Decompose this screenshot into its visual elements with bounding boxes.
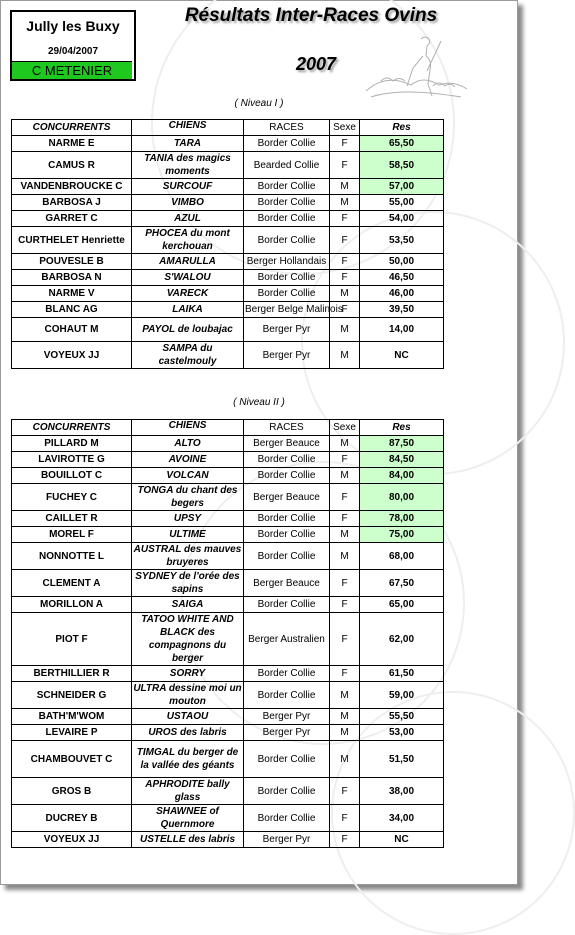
cell-sex: F (330, 152, 360, 179)
cell-competitor: CAILLET R (12, 511, 132, 527)
table-row (12, 227, 444, 254)
cell-result: 34,00 (360, 805, 444, 832)
cell-sex: M (330, 468, 360, 484)
cell-result: 65,50 (360, 136, 444, 152)
cell-sex: M (330, 709, 360, 725)
cell-result: 84,50 (360, 452, 444, 468)
cell-result: 87,50 (360, 436, 444, 452)
cell-dog: SYDNEY de l'orée des sapins (132, 570, 244, 597)
cell-result: 38,00 (360, 778, 444, 805)
cell-result: 55,50 (360, 709, 444, 725)
table-row (12, 527, 444, 543)
page-title: Résultats Inter-Races Ovins (184, 5, 438, 26)
cell-result: 46,50 (360, 270, 444, 286)
table-row (12, 778, 444, 805)
cell-breed: Berger Pyr (244, 342, 330, 369)
cell-result: 14,00 (360, 318, 444, 342)
cell-competitor: VOYEUX JJ (12, 342, 132, 369)
cell-dog: SHAWNEE of Quernmore (132, 805, 244, 832)
cell-dog: S'WALOU (132, 270, 244, 286)
cell-sex: M (330, 286, 360, 302)
cell-sex: M (330, 527, 360, 543)
cell-result: 67,50 (360, 570, 444, 597)
cell-breed: Border Collie (244, 468, 330, 484)
cell-competitor: LAVIROTTE G (12, 452, 132, 468)
cell-sex: M (330, 318, 360, 342)
table-row (12, 195, 444, 211)
table-row (12, 666, 444, 682)
table-row (12, 741, 444, 778)
cell-result: 68,00 (360, 543, 444, 570)
cell-sex: F (330, 302, 360, 318)
cell-breed: Border Collie (244, 136, 330, 152)
cell-result: 51,50 (360, 741, 444, 778)
table-row (12, 452, 444, 468)
cell-competitor: BERTHILLIER R (12, 666, 132, 682)
table-row (12, 318, 444, 342)
cell-breed: Border Collie (244, 682, 330, 709)
cell-result: 55,00 (360, 195, 444, 211)
cell-sex: F (330, 597, 360, 613)
col-header-sex: Sexe (330, 120, 360, 136)
col-header-result: Res (360, 120, 444, 136)
cell-breed: Berger Pyr (244, 318, 330, 342)
cell-result: 58,50 (360, 152, 444, 179)
table-row (12, 709, 444, 725)
cell-sex: F (330, 832, 360, 848)
cell-competitor: PILLARD M (12, 436, 132, 452)
cell-dog: USTELLE des labris (132, 832, 244, 848)
cell-breed: Berger Pyr (244, 709, 330, 725)
cell-competitor: CHAMBOUVET C (12, 741, 132, 778)
cell-dog: APHRODITE bally glass (132, 778, 244, 805)
cell-breed: Border Collie (244, 452, 330, 468)
cell-sex: F (330, 136, 360, 152)
table-row (12, 725, 444, 741)
cell-competitor: BARBOSA N (12, 270, 132, 286)
cell-sex: F (330, 452, 360, 468)
cell-breed: Berger Belge Malinois (244, 302, 330, 318)
cell-result: NC (360, 342, 444, 369)
cell-dog: AMARULLA (132, 254, 244, 270)
cell-breed: Border Collie (244, 511, 330, 527)
cell-competitor: GARRET C (12, 211, 132, 227)
cell-breed: Berger Beauce (244, 484, 330, 511)
level-2-label: ( Niveau II ) (233, 397, 285, 408)
cell-dog: UPSY (132, 511, 244, 527)
table-row (12, 270, 444, 286)
cell-sex: M (330, 195, 360, 211)
table-header-row (12, 420, 444, 436)
event-title: Jully les Buxy (26, 18, 120, 34)
cell-result: 78,00 (360, 511, 444, 527)
cell-competitor: BARBOSA J (12, 195, 132, 211)
cell-result: 80,00 (360, 484, 444, 511)
cell-sex: F (330, 666, 360, 682)
cell-dog: TIMGAL du berger de la vallée des géants (132, 741, 244, 778)
cell-sex: M (330, 179, 360, 195)
cell-sex: M (330, 682, 360, 709)
cell-breed: Border Collie (244, 195, 330, 211)
cell-breed: Berger Pyr (244, 832, 330, 848)
cell-result: 57,00 (360, 179, 444, 195)
cell-sex: M (330, 725, 360, 741)
cell-competitor: NARME E (12, 136, 132, 152)
table-header-row (12, 120, 444, 136)
cell-sex: F (330, 805, 360, 832)
table-row (12, 342, 444, 369)
cell-competitor: BATH'M'WOM (12, 709, 132, 725)
cell-result: 61,50 (360, 666, 444, 682)
col-header-dog: CHIENS (132, 420, 244, 436)
cell-breed: Berger Pyr (244, 725, 330, 741)
cell-sex: M (330, 436, 360, 452)
event-date: 29/04/2007 (47, 46, 99, 57)
cell-result: 75,00 (360, 527, 444, 543)
cell-dog: PHOCEA du mont kerchouan (132, 227, 244, 254)
cell-dog: VIMBO (132, 195, 244, 211)
cell-dog: TANIA des magics moments (132, 152, 244, 179)
cell-breed: Border Collie (244, 666, 330, 682)
cell-dog: AZUL (132, 211, 244, 227)
level-1-label: ( Niveau I ) (234, 98, 284, 109)
cell-result: 53,00 (360, 725, 444, 741)
cell-result: NC (360, 832, 444, 848)
cell-sex: F (330, 570, 360, 597)
cell-competitor: COHAUT M (12, 318, 132, 342)
cell-competitor: BOUILLOT C (12, 468, 132, 484)
col-header-competitor: CONCURRENTS (12, 420, 132, 436)
cell-dog: UROS des labris (132, 725, 244, 741)
cell-result: 62,00 (360, 613, 444, 666)
cell-sex: F (330, 270, 360, 286)
table-row (12, 302, 444, 318)
cell-breed: Border Collie (244, 211, 330, 227)
cell-breed: Berger Beauce (244, 570, 330, 597)
table-row (12, 136, 444, 152)
cell-dog: ULTIME (132, 527, 244, 543)
table-row (12, 436, 444, 452)
cell-sex: M (330, 741, 360, 778)
cell-competitor: CURTHELET Henriette (12, 227, 132, 254)
cell-dog: AUSTRAL des mauves bruyeres (132, 543, 244, 570)
cell-breed: Border Collie (244, 597, 330, 613)
cell-competitor: VOYEUX JJ (12, 832, 132, 848)
cell-result: 84,00 (360, 468, 444, 484)
cell-dog: TONGA du chant des begers (132, 484, 244, 511)
page-year: 2007 (295, 54, 337, 74)
cell-sex: M (330, 342, 360, 369)
cell-competitor: FUCHEY C (12, 484, 132, 511)
cell-dog: SAMPA du castelmouly (132, 342, 244, 369)
table-row (12, 613, 444, 666)
cell-breed: Berger Australien (244, 613, 330, 666)
col-header-breed: RACES (244, 120, 330, 136)
cell-competitor: GROS B (12, 778, 132, 805)
cell-result: 53,50 (360, 227, 444, 254)
cell-sex: F (330, 613, 360, 666)
cell-sex: F (330, 511, 360, 527)
table-row (12, 682, 444, 709)
cell-competitor: LEVAIRE P (12, 725, 132, 741)
cell-sex: F (330, 778, 360, 805)
col-header-sex: Sexe (330, 420, 360, 436)
cell-competitor: CAMUS R (12, 152, 132, 179)
table-row (12, 179, 444, 195)
cell-result: 50,00 (360, 254, 444, 270)
cell-competitor: CLEMENT A (12, 570, 132, 597)
cell-dog: ULTRA dessine moi un mouton (133, 683, 242, 707)
col-header-dog: CHIENS (132, 120, 244, 136)
cell-breed: Berger Beauce (244, 436, 330, 452)
cell-breed: Border Collie (244, 543, 330, 570)
col-header-competitor: CONCURRENTS (12, 120, 132, 136)
cell-result: 59,00 (360, 682, 444, 709)
cell-dog: SORRY (132, 666, 244, 682)
table-row (12, 832, 444, 848)
cell-dog: TARA (132, 136, 244, 152)
col-header-breed: RACES (244, 420, 330, 436)
cell-competitor: BLANC AG (12, 302, 132, 318)
cell-dog: AVOINE (132, 452, 244, 468)
table-row (12, 511, 444, 527)
cell-breed: Border Collie (244, 778, 330, 805)
cell-result: 46,00 (360, 286, 444, 302)
cell-dog: PAYOL de loubajac (132, 318, 244, 342)
cell-breed: Border Collie (244, 227, 330, 254)
cell-dog: VARECK (132, 286, 244, 302)
cell-competitor: POUVESLE B (12, 254, 132, 270)
cell-sex: F (330, 484, 360, 511)
table-row (12, 286, 444, 302)
results-table-level-1 (11, 119, 444, 369)
table-row (12, 468, 444, 484)
cell-result: 39,50 (360, 302, 444, 318)
col-header-result: Res (360, 420, 444, 436)
cell-breed: Border Collie (244, 286, 330, 302)
cell-competitor: MORILLON A (12, 597, 132, 613)
judge-name: C METENIER (12, 61, 132, 79)
cell-breed: Bearded Collie (244, 152, 330, 179)
shepherd-sheep-logo-icon (361, 31, 471, 106)
cell-breed: Border Collie (244, 805, 330, 832)
cell-sex: F (330, 227, 360, 254)
cell-result: 65,00 (360, 597, 444, 613)
cell-competitor: VANDENBROUCKE C (12, 179, 132, 195)
cell-competitor: PIOT F (12, 613, 132, 666)
table-row (12, 152, 444, 179)
cell-breed: Berger Hollandais (244, 254, 330, 270)
cell-competitor: MOREL F (12, 527, 132, 543)
cell-breed: Border Collie (244, 270, 330, 286)
cell-competitor: NONNOTTE L (12, 543, 132, 570)
cell-dog: SURCOUF (132, 179, 244, 195)
cell-competitor: NARME V (12, 286, 132, 302)
table-row (12, 484, 444, 511)
cell-competitor: SCHNEIDER G (12, 682, 132, 709)
cell-result: 54,00 (360, 211, 444, 227)
cell-sex: F (330, 211, 360, 227)
cell-sex: F (330, 254, 360, 270)
table-row (12, 597, 444, 613)
cell-dog: ALTO (132, 436, 244, 452)
cell-breed: Border Collie (244, 527, 330, 543)
table-row (12, 211, 444, 227)
cell-dog: LAIKA (132, 302, 244, 318)
results-table-level-2 (11, 419, 444, 848)
cell-dog: USTAOU (132, 709, 244, 725)
header-box (10, 10, 136, 81)
cell-dog: TATOO WHITE AND BLACK des compagnons du berger (132, 613, 244, 666)
cell-dog: SAIGA (132, 597, 244, 613)
cell-breed: Border Collie (244, 741, 330, 778)
table-row (12, 570, 444, 597)
cell-sex: M (330, 543, 360, 570)
table-row (12, 254, 444, 270)
table-row (12, 805, 444, 832)
cell-breed: Border Collie (244, 179, 330, 195)
cell-competitor: DUCREY B (12, 805, 132, 832)
table-row (12, 543, 444, 570)
cell-dog: VOLCAN (132, 468, 244, 484)
